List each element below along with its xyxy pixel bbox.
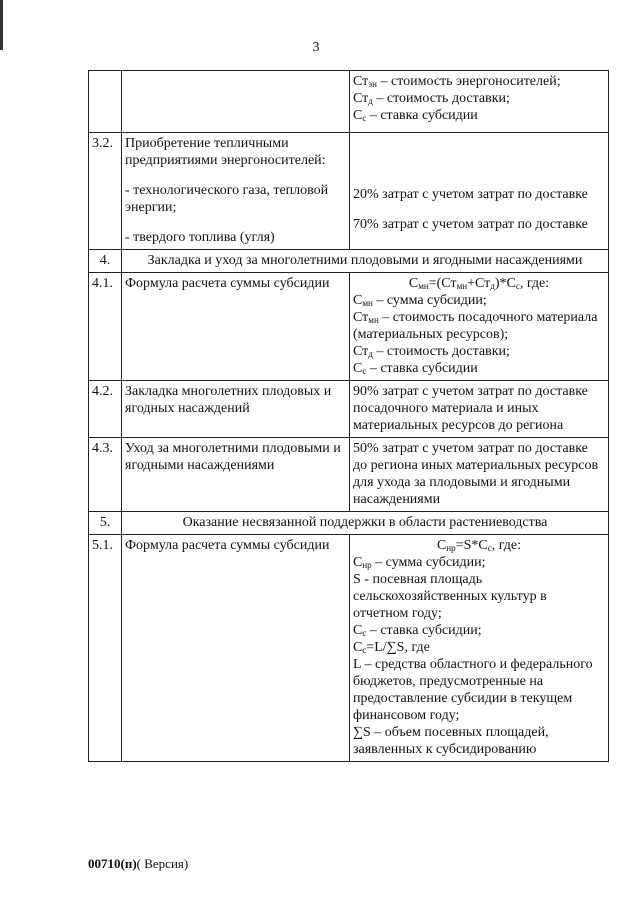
legend-line: $С_с$ – ставка субсидии [353,361,478,376]
row-value [350,535,609,762]
table-row [89,133,609,250]
row-number: 4.2. [89,381,122,438]
section-title: Закладка и уход за многолетними плодовыми и ягодными насаждениями [122,250,609,273]
row-value: 50% затрат с учетом затрат по доставке до региона иных материальных ресурсов для ухода за плодовыми и ягодными насаждениями [350,438,609,512]
legend-line: $Ст_{мн}$ – стоимость посадочного материала (материальных ресурсов); [353,310,598,342]
item-name: - технологического газа, тепловой энергии; [125,183,329,215]
table-row [89,71,609,133]
row-value [350,273,609,381]
legend-line: $С_с$ – ставка субсидии [353,108,478,123]
row-value: 90% затрат с учетом затрат по доставке посадочного материала и иных материальных ресурсов до региона [350,381,609,438]
legend-line: $С_{мн}$ – сумма субсидии; [353,293,487,308]
legend-line: $С_с=L/\sum S$, где [353,640,430,655]
row-number: 5.1. [89,535,122,762]
row-value [350,133,609,250]
formula: $С_{нр}=S*С_с$, где: [437,538,521,553]
table-row [89,535,609,762]
legend-line: L – средства областного и федерального бюджетов, предусмотренные на предоставление субсидии в текущем финансовом году; [353,657,593,723]
row-number: 4.3. [89,438,122,512]
row-number [89,71,122,133]
row-number: 3.2. [89,133,122,250]
row-name: Формула расчета суммы субсидии [122,273,350,381]
legend-line: $С_с$ – ставка субсидии; [353,623,482,638]
section-row [89,250,609,273]
item-value: 20% затрат с учетом затрат по доставке [353,187,588,202]
section-title: Оказание несвязанной поддержки в области растениеводства [122,512,609,535]
legend-line: $Ст_д$ – стоимость доставки; [353,344,510,359]
row-value [350,71,609,133]
legend-line: $Ст_{эн}$ – стоимость энергоносителей; [353,74,561,89]
legend-line: ∑S – объем посевных площадей, заявленных к субсидированию [353,725,549,757]
section-number: 5. [89,512,122,535]
row-name: Приобретение тепличными предприятиями энергоносителей: - технологического газа, тепловой энергии; - твердого топлива (угля) [122,133,350,250]
page-number: 3 [312,40,320,55]
document-version: ( Версия) [136,856,189,871]
formula: $С_{мн}=(Ст_{мн}+Ст_д)*С_с$, где: [408,276,550,291]
section-number: 4. [89,250,122,273]
row-name: Закладка многолетних плодовых и ягодных насаждений [122,381,350,438]
item-name: - твердого топлива (угля) [125,230,275,245]
table-row [89,381,609,438]
item-value: 70% затрат с учетом затрат по доставке [353,217,588,232]
document-code: 00710(п) [88,856,137,871]
row-name [122,71,350,133]
document-footer [88,856,188,872]
subsidy-table [88,70,609,762]
row-name: Формула расчета суммы субсидии [122,535,350,762]
legend-line: S - посевная площадь сельскохозяйственных культур в отчетном году; [353,572,547,621]
section-row [89,512,609,535]
row-name: Уход за многолетними плодовыми и ягодными насаждениями [122,438,350,512]
table-row [89,273,609,381]
table-row [89,438,609,512]
row-number: 4.1. [89,273,122,381]
legend-line: $С_{нр}$ – сумма субсидии; [353,555,486,570]
legend-line: $Ст_д$ – стоимость доставки; [353,91,510,106]
